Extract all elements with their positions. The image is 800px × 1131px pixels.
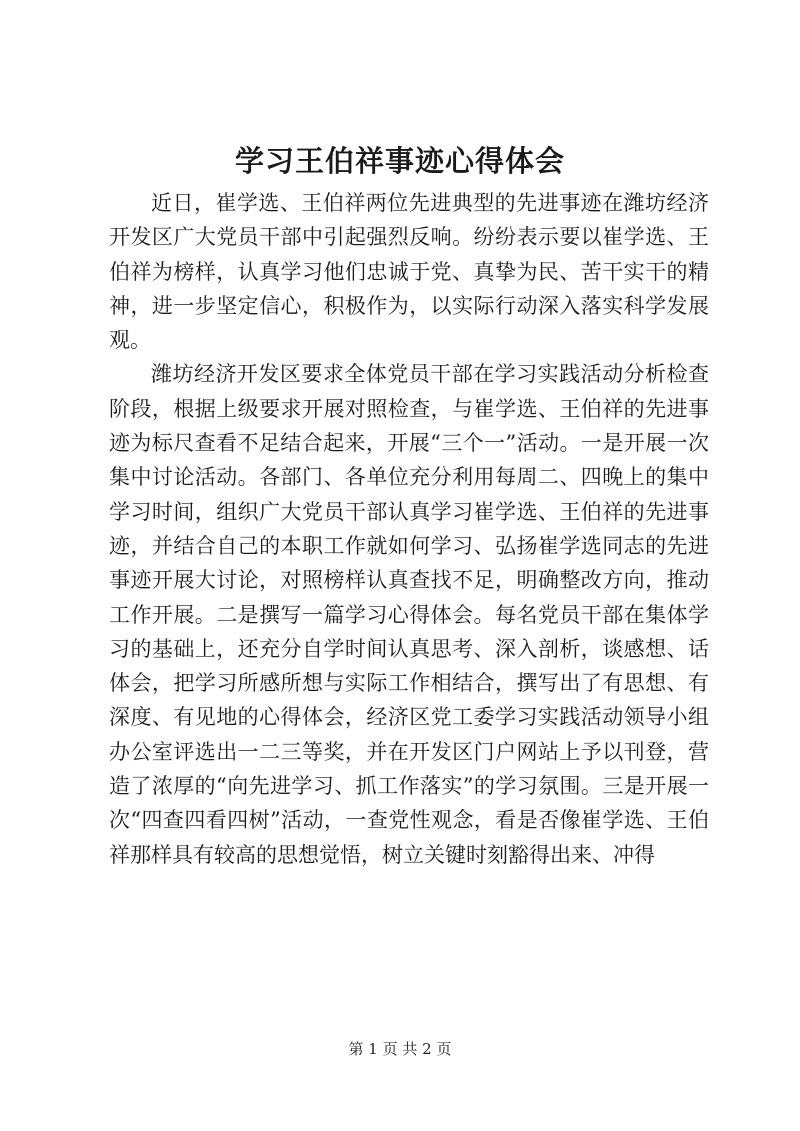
page-footer: 第 1 页 共 2 页: [348, 1040, 452, 1058]
document-body: [109, 186, 709, 872]
document-title: 学习王伯祥事迹心得体会: [234, 144, 565, 178]
paragraph-1: 近日，崔学选、王伯祥两位先进典型的先进事迹在潍坊经济开发区广大党员干部中引起强烈反响。纷纷表示要以崔学选、王伯祥为榜样，认真学习他们忠诚于党、真挚为民、苦干实干的精神，进一步坚定信心，积极作为，以实际行动深入落实科学发展观。: [109, 191, 709, 353]
paragraph-2: 潍坊经济开发区要求全体党员干部在学习实践活动分析检查阶段，根据上级要求开展对照检查，与崔学选、王伯祥的先进事迹为标尺查看不足结合起来，开展“三个一”活动。一是开展一次集中讨论活动。各部门、各单位充分利用每周二、四晚上的集中学习时间，组织广大党员干部认真学习崔学选、王伯祥的先进事迹，并结合自己的本职工作就如何学习、弘扬崔学选同志的先进事迹开展大讨论，对照榜样认真查找不足，明确整改方向，推动工作开展。二是撰写一篇学习心得体会。每名党员干部在集体学习的基础上，还充分自学时间认真思考、深入剖析，谈感想、话体会，把学习所感所想与实际工作相结合，撰写出了有思想、有深度、有见地的心得体会，经济区党工委学习实践活动领导小组办公室评选出一二三等奖，并在开发区门户网站上予以刊登，营造了浓厚的“向先进学习、抓工作落实”的学习氛围。三是开展一次“四查四看四树”活动，一查党性观念，看是否像崔学选、王伯祥那样具有较高的思想觉悟，树立关键时刻豁得出来、冲得: [109, 362, 709, 867]
